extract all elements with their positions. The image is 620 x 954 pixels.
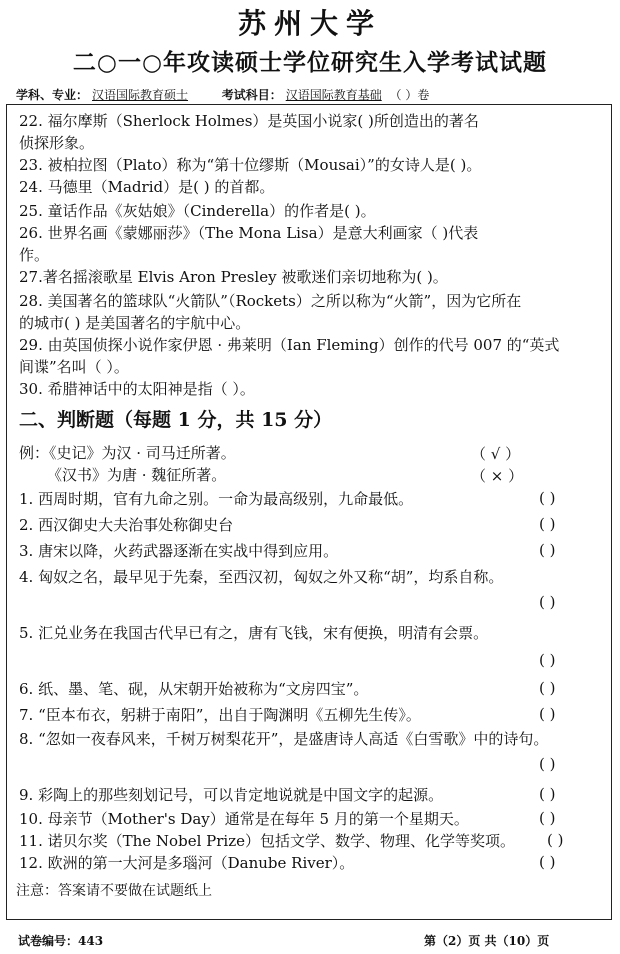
answer-bracket: ( ): [539, 679, 556, 697]
paper-code: 试卷编号：443: [18, 934, 104, 948]
example-mark: （ × ）: [471, 467, 524, 485]
judge-item: 9. 彩陶上的那些刻划记号，可以肯定地说就是中国文字的起源。: [19, 786, 444, 804]
example-line: 例：《史记》为汉 · 司马迁所著。: [19, 444, 236, 462]
subject-label: 学科、专业：: [16, 88, 89, 102]
answer-bracket: ( ): [539, 755, 556, 773]
answer-bracket: ( ): [539, 809, 556, 827]
answer-note: 注意：答案请不要做在试题纸上: [16, 883, 212, 899]
judge-item: 5. 汇兑业务在我国古代早已有之，唐有飞钱，宋有便换，明清有会票。: [19, 624, 489, 642]
question-line: 26. 世界名画《蒙娜丽莎》（The Mona Lisa）是意大利画家（ )代表: [19, 224, 479, 242]
example-line: 《汉书》为唐 · 魏征所著。: [47, 466, 227, 484]
exam-title: 二○一○年攻读硕士学位研究生入学考试试题: [72, 49, 548, 76]
subject-value: 汉语国际教育硕士: [92, 88, 189, 102]
answer-bracket: ( ): [539, 705, 556, 723]
answer-bracket: ( ): [539, 853, 556, 871]
university-name: 苏州大学: [237, 7, 382, 40]
judge-item: 3. 唐宋以降，火药武器逐渐在实战中得到应用。: [19, 542, 339, 560]
question-line: 30. 希腊神话中的太阳神是指（ ）。: [19, 380, 255, 398]
course-value: 汉语国际教育基础: [285, 88, 382, 102]
judge-item: 8. “忽如一夜春风来，千树万树梨花开”，是盛唐诗人高适《白雪歌》中的诗句。: [19, 730, 549, 748]
judge-item: 2. 西汉御史大夫治事处称御史台: [19, 516, 234, 534]
question-line: 的城市( ) 是美国著名的宇航中心。: [19, 314, 251, 332]
judge-item: 7. “臣本布衣，躬耕于南阳”，出自于陶渊明《五柳先生传》。: [19, 706, 421, 724]
question-line: 22. 福尔摩斯（Sherlock Holmes）是英国小说家( )所创造出的著名: [19, 112, 479, 130]
question-line: 间谍”名叫（ ）。: [19, 358, 129, 376]
answer-bracket: ( ): [539, 651, 556, 669]
section-title: 二、判断题（每题 1 分，共 15 分）: [19, 409, 333, 431]
judge-item: 1. 西周时期，官有九命之别。一命为最高级别，九命最低。: [19, 490, 414, 508]
question-frame: [6, 104, 612, 920]
answer-bracket: ( ): [539, 489, 556, 507]
judge-item: 10. 母亲节（Mother's Day）通常是在每年 5 月的第一个星期天。: [19, 810, 469, 828]
answer-bracket: ( ): [539, 593, 556, 611]
question-line: 侦探形象。: [19, 134, 95, 152]
question-line: 27.著名摇滚歌星 Elvis Aron Presley 被歌迷们亲切地称为( )。: [19, 268, 448, 286]
paper-suffix: （ ）卷: [389, 88, 430, 102]
answer-bracket: ( ): [539, 785, 556, 803]
question-line: 24. 马德里（Madrid）是( ) 的首都。: [19, 178, 275, 196]
answer-bracket: ( ): [539, 541, 556, 559]
answer-bracket: ( ): [547, 831, 564, 849]
question-line: 28. 美国著名的篮球队“火箭队”（Rockets）之所以称为“火箭”，因为它所在: [19, 292, 522, 310]
answer-bracket: ( ): [539, 515, 556, 533]
judge-item: 4. 匈奴之名，最早见于先秦，至西汉初，匈奴之外又称“胡”，均系自称。: [19, 568, 504, 586]
exam-meta: [16, 86, 616, 103]
question-line: 25. 童话作品《灰姑娘》（Cinderella）的作者是( )。: [19, 202, 376, 220]
page-number: 第（2）页 共（10）页: [424, 934, 550, 948]
judge-item: 12. 欧洲的第一大河是多瑙河（Danube River）。: [19, 854, 355, 872]
question-line: 29. 由英国侦探小说作家伊恩 · 弗莱明（Ian Fleming）创作的代号 007 的“英式: [19, 336, 560, 354]
example-mark: （ √ ）: [471, 445, 521, 463]
judge-item: 6. 纸、墨、笔、砚，从宋朝开始被称为“文房四宝”。: [19, 680, 369, 698]
question-line: 23. 被柏拉图（Plato）称为“第十位缪斯（Mousai）”的女诗人是( )。: [19, 156, 482, 174]
course-label: 考试科目：: [221, 88, 282, 102]
judge-item: 11. 诺贝尔奖（The Nobel Prize）包括文学、数学、物理、化学等奖项。: [19, 832, 515, 850]
question-line: 作。: [19, 246, 50, 264]
